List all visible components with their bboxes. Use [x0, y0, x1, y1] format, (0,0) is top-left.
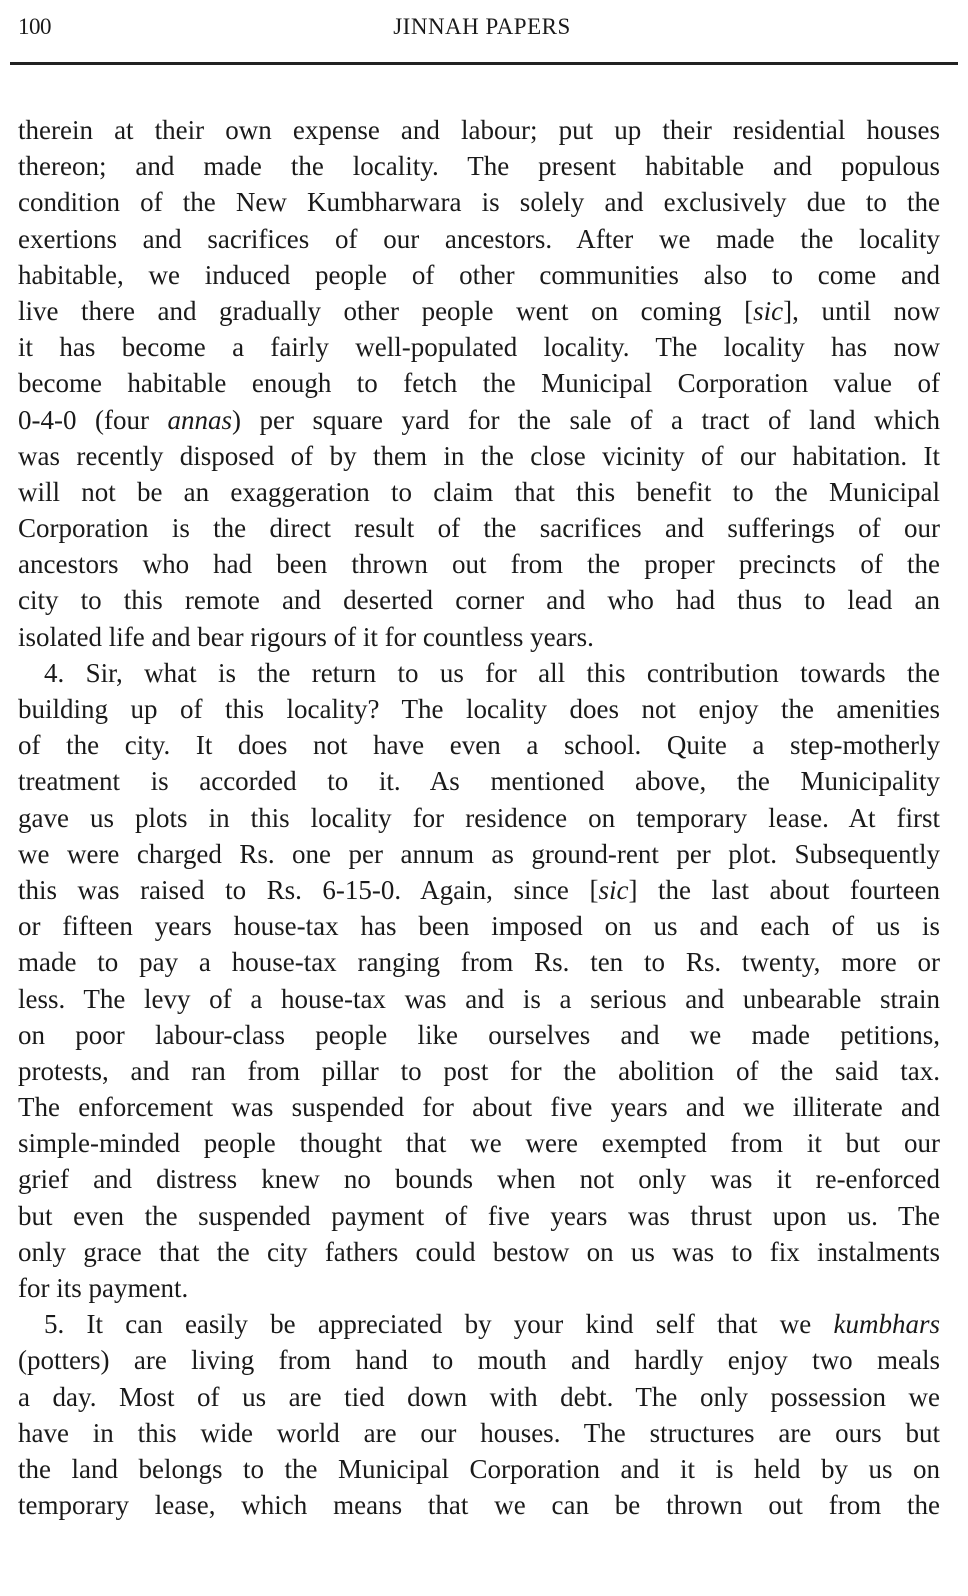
running-head: [18, 8, 946, 48]
text-line: [18, 1234, 940, 1270]
text-segment: habitable, we induced people of other communities also to come and: [18, 259, 940, 290]
text-segment: gave us plots in this locality for residence on temporary lease. At first: [18, 802, 940, 833]
text-segment: live there and gradually other people went on coming [: [18, 295, 754, 326]
text-line: [18, 1342, 940, 1378]
text-segment: therein at their own expense and labour; put up their residential houses: [18, 115, 940, 145]
text-segment: isolated life and bear rigours of it for countless years.: [18, 621, 594, 652]
text-line: [18, 582, 940, 618]
text-line: [18, 221, 940, 257]
paragraph-first-line: [18, 655, 940, 691]
text-segment: exertions and sacrifices of our ancestors. After we made the locality: [18, 223, 940, 254]
text-segment: made to pay a house-tax ranging from Rs. ten to Rs. twenty, more or: [18, 947, 940, 978]
text-segment: we were charged Rs. one per annum as ground-rent per plot. Subsequently: [18, 838, 940, 869]
text-segment: condition of the New Kumbharwara is solely and exclusively due to the: [18, 187, 940, 218]
paragraph-first-line: [18, 1306, 940, 1342]
text-line: [18, 257, 940, 293]
text-segment: but even the suspended payment of five years was thrust upon us. The: [18, 1200, 940, 1231]
text-line: [18, 1379, 940, 1415]
text-segment: Corporation is the direct result of the sacrifices and sufferings of our: [18, 513, 940, 544]
text-line: [18, 1089, 940, 1125]
text-line: [18, 981, 940, 1017]
text-line: [18, 691, 940, 727]
text-line: [18, 1017, 940, 1053]
text-segment: will not be an exaggeration to claim that this benefit to the Municipal: [18, 476, 940, 507]
text-segment: on poor labour-class people like ourselves and we made petitions,: [18, 1019, 940, 1050]
text-segment: ) per square yard for the sale of a tract of land which: [232, 404, 940, 435]
text-line: [18, 510, 940, 546]
text-segment: building up of this locality? The locality does not enjoy the amenities: [18, 694, 940, 724]
text-segment: become habitable enough to fetch the Municipal Corporation value of: [18, 368, 940, 399]
text-line: [18, 148, 940, 184]
text-segment: a day. Most of us are tied down with debt. The only possession we: [18, 1381, 940, 1412]
text-line: [18, 365, 940, 401]
italic-term: sic: [753, 295, 784, 326]
text-segment: ancestors who had been thrown out from the proper precincts of the: [18, 549, 940, 580]
text-line: [18, 1415, 940, 1451]
text-line: [18, 800, 940, 836]
text-line: [18, 727, 940, 763]
text-line: [18, 1053, 940, 1089]
text-segment: of the city. It does not have even a school. Quite a step-motherly: [18, 730, 940, 761]
text-line: [18, 1451, 940, 1487]
text-segment: the land belongs to the Municipal Corporation and it is held by us on: [18, 1453, 940, 1484]
text-line: [18, 474, 940, 510]
text-segment: have in this wide world are our houses. The structures are ours but: [18, 1417, 940, 1448]
text-line: [18, 402, 940, 438]
text-line: [18, 1125, 940, 1161]
text-segment: The enforcement was suspended for about five years and we illiterate and: [18, 1092, 940, 1123]
text-segment: 4. Sir, what is the return to us for all this contribution towards the: [44, 657, 940, 688]
text-line: [18, 763, 940, 799]
text-line: [18, 293, 940, 329]
text-segment: simple-minded people thought that we were exempted from it but our: [18, 1128, 940, 1159]
text-segment: only grace that the city fathers could bestow on us was to fix instalments: [18, 1236, 940, 1267]
text-segment: 5. It can easily be appreciated by your kind self that we: [44, 1309, 834, 1340]
text-line: [18, 546, 940, 582]
text-line: [18, 619, 940, 655]
page-number: 100: [18, 14, 51, 39]
text-line: [18, 1161, 940, 1197]
text-line: [18, 908, 940, 944]
text-line: [18, 1270, 940, 1306]
text-line: [18, 1198, 940, 1234]
text-segment: was recently disposed of by them in the close vicinity of our habitation. It: [18, 440, 940, 471]
text-segment: thereon; and made the locality. The present habitable and populous: [18, 151, 940, 182]
italic-term: sic: [598, 874, 629, 905]
text-segment: protests, and ran from pillar to post for the abolition of the said tax.: [18, 1055, 940, 1086]
text-line: [18, 872, 940, 908]
text-segment: (potters) are living from hand to mouth and hardly enjoy two meals: [18, 1345, 940, 1376]
text-segment: it has become a fairly well-populated locality. The locality has now: [18, 332, 940, 363]
text-line: [18, 438, 940, 474]
text-segment: city to this remote and deserted corner and who had thus to lead an: [18, 585, 940, 616]
body-text: [18, 112, 940, 1523]
text-segment: temporary lease, which means that we can be thrown out from the: [18, 1490, 940, 1521]
text-line: [18, 944, 940, 980]
text-segment: ] the last about fourteen: [628, 874, 940, 905]
text-segment: 0-4-0 (four: [18, 404, 168, 435]
italic-term: kumbhars: [833, 1309, 940, 1340]
text-segment: grief and distress knew no bounds when not only was it re-enforced: [18, 1164, 940, 1195]
text-line: [18, 112, 940, 148]
text-line: [18, 1487, 940, 1523]
text-segment: treatment is accorded to it. As mentioned above, the Municipality: [18, 766, 940, 797]
header-rule: [10, 62, 958, 65]
text-segment: ], until now: [783, 295, 940, 326]
italic-term: annas: [167, 404, 233, 435]
text-segment: or fifteen years house-tax has been imposed on us and each of us is: [18, 911, 940, 942]
text-segment: less. The levy of a house-tax was and is a serious and unbearable strain: [18, 983, 940, 1014]
running-title: JINNAH PAPERS: [393, 14, 571, 39]
text-segment: for its payment.: [18, 1273, 189, 1303]
text-line: [18, 184, 940, 220]
text-line: [18, 329, 940, 365]
text-segment: this was raised to Rs. 6-15-0. Again, since [: [18, 874, 599, 905]
text-line: [18, 836, 940, 872]
